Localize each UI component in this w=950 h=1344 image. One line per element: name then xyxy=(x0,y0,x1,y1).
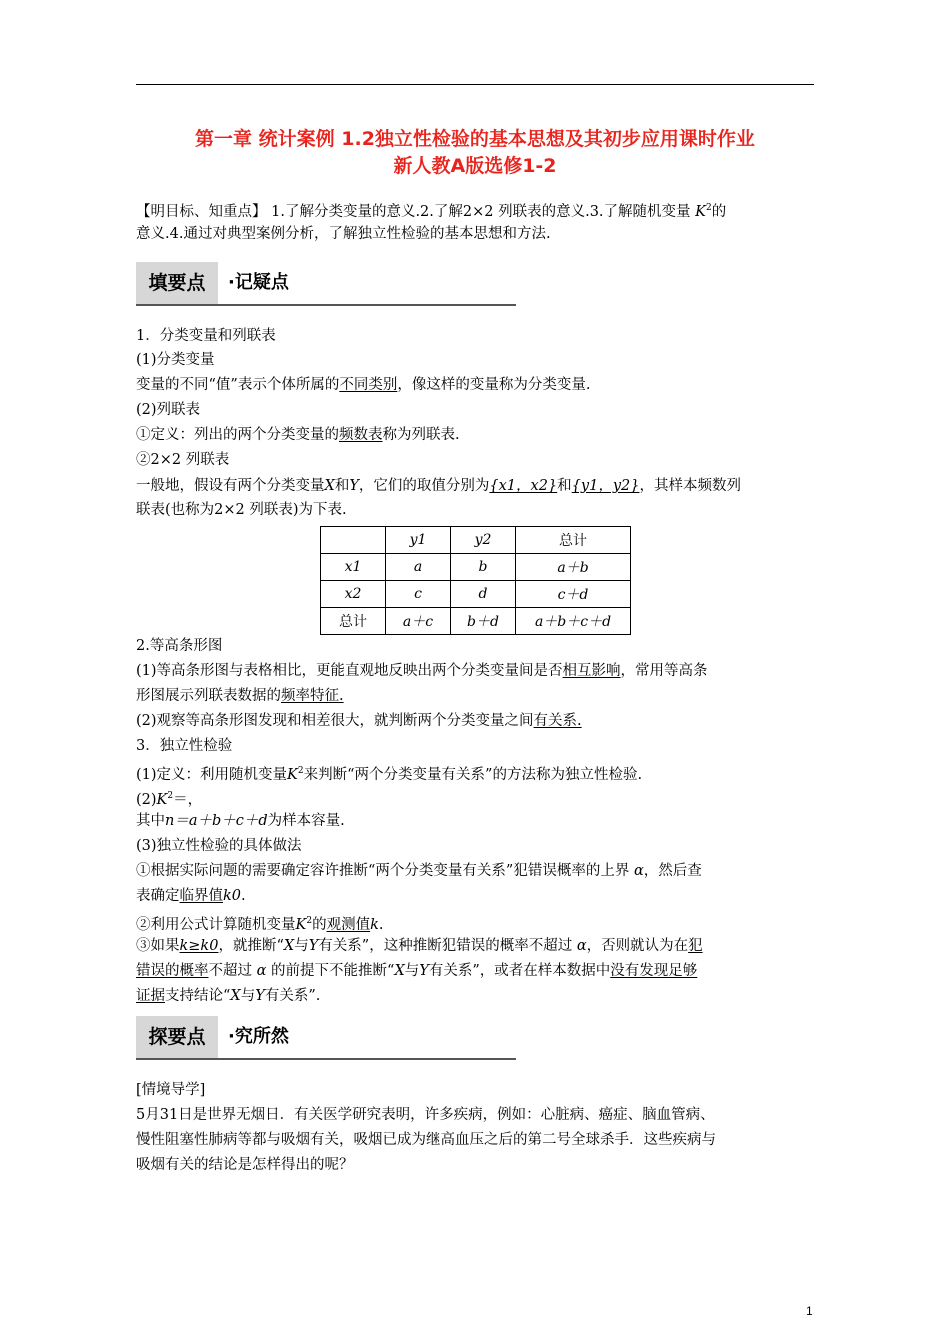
sec3-p10: 证据支持结论“X与Y有关系”. xyxy=(136,988,321,1004)
sec3-p7: ②利用公式计算随机变量$K^2$的观测值k. xyxy=(136,916,384,933)
sec3-p1: (1)定义：利用随机变量$K^2$来判断“两个分类变量有关系”的方法称为独立性检验. xyxy=(136,766,643,783)
sec1-heading: 1．分类变量和列联表 xyxy=(136,328,276,344)
table-cell: x2 xyxy=(321,581,386,608)
sec4-p2: 5月31日是世界无烟日．有关医学研究表明，许多疾病，例如：心脏病、癌症、脑血管病、 xyxy=(136,1107,715,1123)
banner-box-label: 探要点 xyxy=(136,1016,218,1058)
banner-text: ·记疑点 xyxy=(228,272,289,293)
sec3-p9: 错误的概率不超过 α 的前提下不能推断“X与Y有关系”，或者在样本数据中没有发现足够 xyxy=(136,963,698,979)
table-cell: a xyxy=(386,554,451,581)
table-cell: y1 xyxy=(386,527,451,554)
sec1-p2: 变量的不同“值”表示个体所属的不同类别，像这样的变量称为分类变量. xyxy=(136,377,591,393)
table-cell: 总计 xyxy=(321,608,386,635)
sec2-heading: 2.等高条形图 xyxy=(136,638,223,654)
sec4-p3: 慢性阻塞性肺病等都与吸烟有关，吸烟已成为继高血压之后的第二号全球杀手．这些疾病与 xyxy=(136,1132,716,1148)
page-title-line1: 第一章 统计案例 1.2独立性检验的基本思想及其初步应用课时作业 xyxy=(195,128,755,150)
table-cell xyxy=(321,527,386,554)
sec1-p3: (2)列联表 xyxy=(136,402,201,418)
table-cell: y2 xyxy=(451,527,516,554)
sec1-p6: 一般地，假设有两个分类变量X和Y，它们的取值分别为{x1，x2}和{y1，y2}，其样本频数列 xyxy=(136,478,741,494)
goals-line2: 意义.4.通过对典型案例分析，了解独立性检验的基本思想和方法. xyxy=(136,226,551,242)
goals-line1: 【明目标、知重点】 1.了解分类变量的意义.2.了解2×2 列联表的意义.3.了解随机变量 $K^2$的 xyxy=(136,203,727,220)
table-header-row xyxy=(321,527,631,554)
table-cell: a＋b xyxy=(516,554,631,581)
table-cell: a＋c xyxy=(386,608,451,635)
sec1-p1: (1)分类变量 xyxy=(136,352,215,368)
table-cell: b xyxy=(451,554,516,581)
sec3-p6: 表确定临界值k0. xyxy=(136,888,246,904)
sec1-p7: 联表(也称为2×2 列联表)为下表. xyxy=(136,502,347,518)
page-title-line2: 新人教A版选修1-2 xyxy=(393,155,557,177)
header-rule xyxy=(136,84,814,85)
section-banner-fill-points xyxy=(136,262,516,306)
contingency-table xyxy=(320,526,631,635)
sec3-p3: 其中n＝a＋b＋c＋d为样本容量. xyxy=(136,813,345,829)
sec2-p2: 形图展示列联表数据的频率特征. xyxy=(136,688,344,704)
sec1-p4: ①定义：列出的两个分类变量的频数表称为列联表. xyxy=(136,427,460,443)
table-cell: x1 xyxy=(321,554,386,581)
table-cell: c xyxy=(386,581,451,608)
table-cell: c＋d xyxy=(516,581,631,608)
table-cell: b＋d xyxy=(451,608,516,635)
table-cell: a＋b＋c＋d xyxy=(516,608,631,635)
table-row xyxy=(321,554,631,581)
sec4-p1: [情境导学] xyxy=(136,1082,206,1098)
sec3-p4: (3)独立性检验的具体做法 xyxy=(136,838,302,854)
sec4-p4: 吸烟有关的结论是怎样得出的呢？ xyxy=(136,1157,354,1173)
sec2-p1: (1)等高条形图与表格相比，更能直观地反映出两个分类变量间是否相互影响，常用等高条 xyxy=(136,663,708,679)
banner-box-label: 填要点 xyxy=(136,262,218,304)
table-row xyxy=(321,581,631,608)
table-cell: 总计 xyxy=(516,527,631,554)
sec3-heading: 3．独立性检验 xyxy=(136,738,233,754)
sec2-p3: (2)观察等高条形图发现和相差很大，就判断两个分类变量之间有关系. xyxy=(136,713,582,729)
sec1-p5: ②2×2 列联表 xyxy=(136,452,230,468)
section-banner-explore-points xyxy=(136,1016,516,1060)
goals-label: 【明目标、知重点】 xyxy=(136,204,267,220)
sec3-p8: ③如果k≥k0，就推断“X与Y有关系”，这种推断犯错误的概率不超过 α，否则就认为在犯 xyxy=(136,938,703,954)
banner-text: ·究所然 xyxy=(228,1026,289,1047)
page-number: 1 xyxy=(806,1304,813,1318)
sec3-p2: $(2)K^2=$， xyxy=(136,791,203,808)
sec3-p5: ①根据实际问题的需要确定容许推断“两个分类变量有关系”犯错误概率的上界 α，然后查 xyxy=(136,863,702,879)
table-cell: d xyxy=(451,581,516,608)
table-row xyxy=(321,608,631,635)
